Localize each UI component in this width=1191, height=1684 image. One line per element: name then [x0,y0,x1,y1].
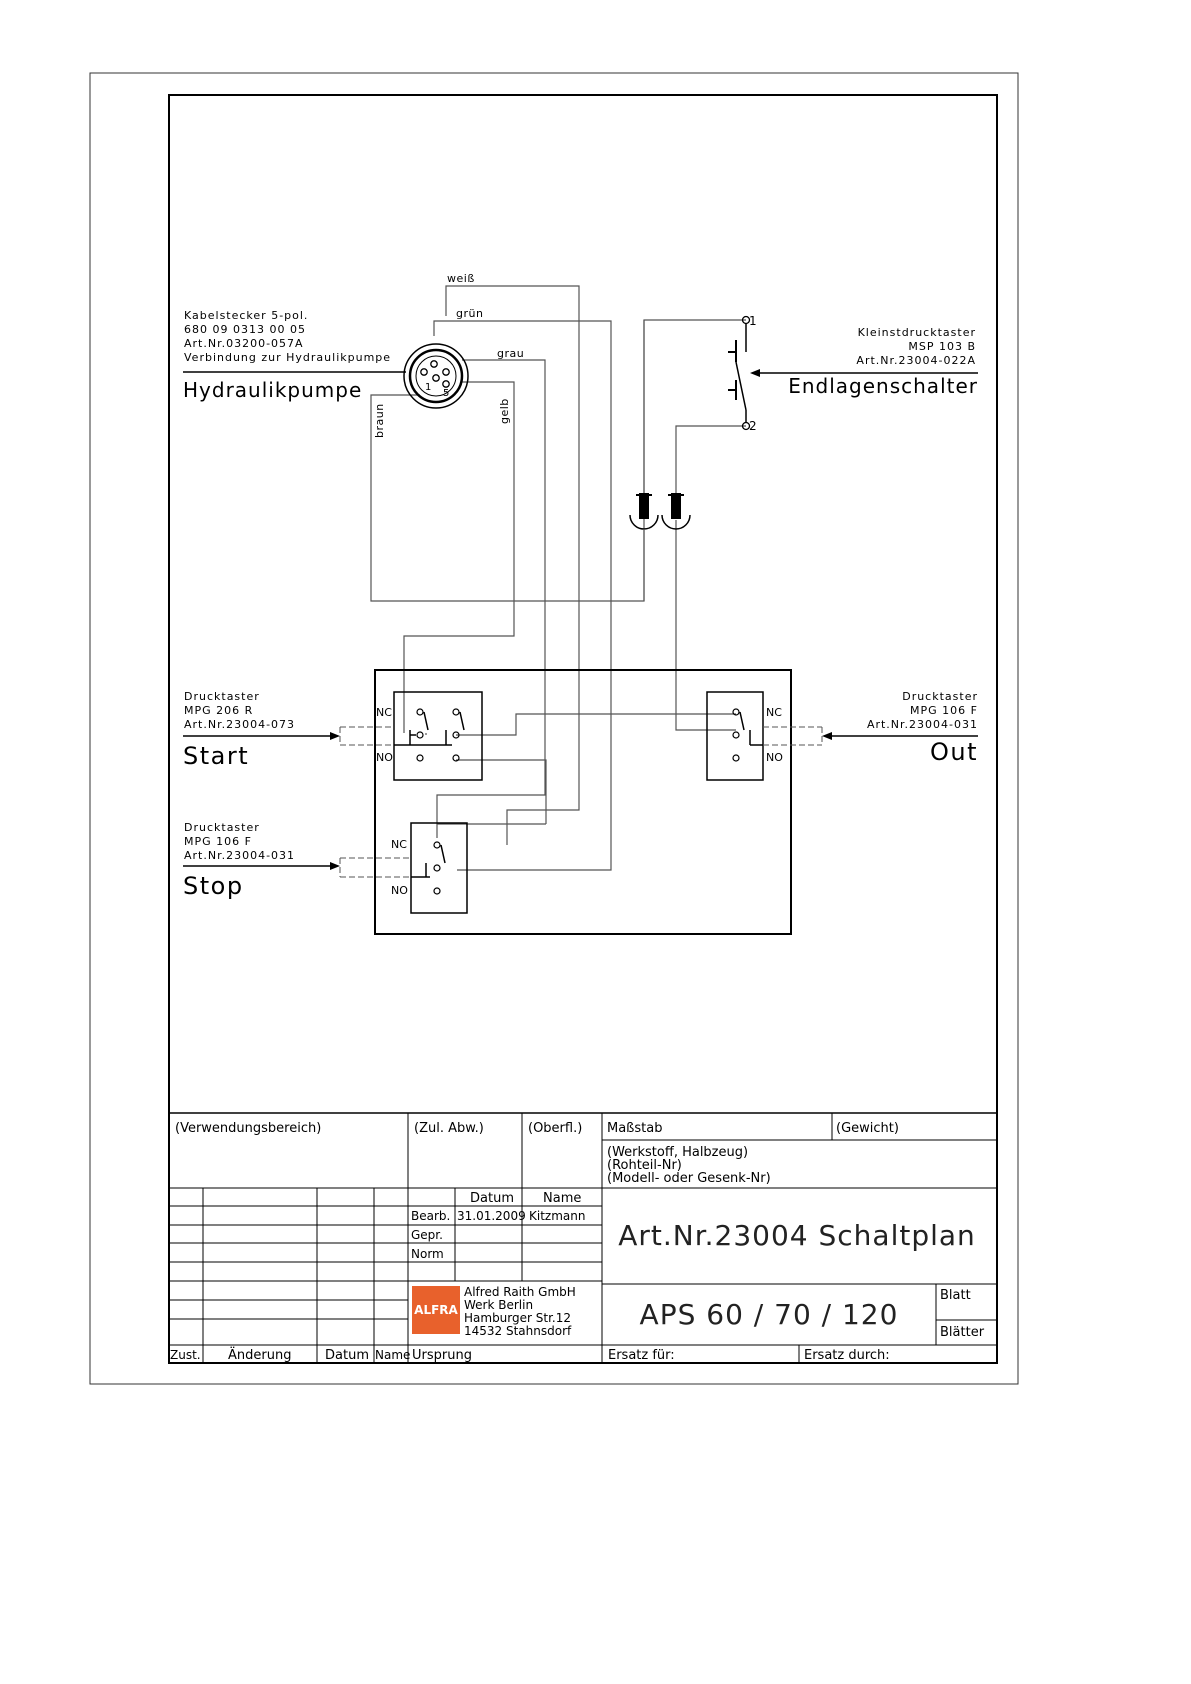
tb-blatt: Blatt [940,1288,971,1303]
plug-sockets [630,493,690,601]
tb-drawing-title: Art.Nr.23004 Schaltplan [618,1219,976,1252]
cable-connector-symbol [404,344,468,408]
hydraulic-line-2: 680 09 0313 00 05 [184,323,306,336]
tb-werkstoff-2: (Rohteil-Nr) [607,1158,682,1173]
company-line-1: Alfred Raith GmbH [464,1285,576,1299]
pin-5-label: 5 [443,388,450,399]
out-line-3: Art.Nr.23004-031 [866,718,978,731]
tb-gewicht: (Gewicht) [836,1121,899,1136]
limit-line-1: Kleinstdrucktaster [857,326,976,339]
tb-blaetter: Blätter [940,1325,985,1340]
out-nc-label: NC [766,706,782,719]
hydraulic-line-3: Art.Nr.03200-057A [184,337,304,350]
out-line-1: Drucktaster [902,690,978,703]
company-line-4: 14532 Stahnsdorf [464,1324,572,1338]
company-line-3: Hamburger Str.12 [464,1311,571,1325]
wire-label-gruen: grün [456,307,484,320]
tb-footer-zust: Zust. [170,1348,201,1362]
start-nc-label: NC [376,706,392,719]
tb-datum-header: Datum [470,1191,514,1206]
tb-oberfl: (Oberfl.) [528,1121,583,1136]
start-title: Start [183,742,250,770]
tb-bearb-name: Kitzmann [529,1209,586,1223]
stop-no-label: NO [391,884,408,897]
start-line-2: MPG 206 R [184,704,254,717]
tb-footer-aenderung: Änderung [228,1348,292,1363]
out-switch-symbol [707,692,822,780]
tb-verwendungsbereich: (Verwendungsbereich) [175,1121,322,1136]
stop-line-1: Drucktaster [184,821,260,834]
wire-label-braun: braun [373,403,386,438]
limit-switch-symbol [728,317,750,430]
alfra-logo-text: ALFRA [414,1303,458,1317]
wire-label-weiss: weiß [447,272,475,285]
tb-footer-ersatz-durch: Ersatz durch: [804,1348,890,1363]
out-line-2: MPG 106 F [910,704,978,717]
tb-bearb-date: 31.01.2009 [457,1209,526,1223]
stop-nc-label: NC [391,838,407,851]
wire-label-gelb: gelb [498,398,511,424]
tb-drawing-number: APS 60 / 70 / 120 [639,1298,899,1331]
start-switch-symbol [340,692,482,780]
start-line-1: Drucktaster [184,690,260,703]
stop-line-3: Art.Nr.23004-031 [184,849,296,862]
stop-line-2: MPG 106 F [184,835,252,848]
tb-bearb: Bearb. [411,1209,451,1223]
limit-title: Endlagenschalter [788,374,978,398]
limit-line-2: MSP 103 B [908,340,976,353]
tb-gepr: Gepr. [411,1228,443,1242]
tb-footer-name: Name [375,1348,411,1362]
start-line-3: Art.Nr.23004-073 [184,718,296,731]
hydraulic-title: Hydraulikpumpe [183,378,363,402]
tb-name-header: Name [543,1191,582,1206]
tb-norm: Norm [411,1247,444,1261]
tb-footer-ursprung: Ursprung [412,1348,472,1363]
limit-line-3: Art.Nr.23004-022A [856,354,976,367]
hydraulic-line-1: Kabelstecker 5-pol. [184,309,309,322]
tb-werkstoff-1: (Werkstoff, Halbzeug) [607,1145,749,1160]
tb-massstab: Maßstab [607,1121,663,1136]
limit-terminal-2: 2 [749,419,757,433]
hydraulic-line-4: Verbindung zur Hydraulikpumpe [184,351,392,364]
tb-footer-datum: Datum [325,1348,369,1363]
pin-1-label: 1 [425,382,432,393]
stop-title: Stop [183,872,244,900]
tb-footer-ersatz-fuer: Ersatz für: [608,1348,675,1363]
out-no-label: NO [766,751,783,764]
company-line-2: Werk Berlin [464,1298,534,1312]
out-title: Out [929,738,978,766]
start-no-label: NO [376,751,393,764]
wire-label-grau: grau [497,347,525,360]
tb-werkstoff-3: (Modell- oder Gesenk-Nr) [607,1171,771,1186]
limit-terminal-1: 1 [749,314,757,328]
tb-zul-abw: (Zul. Abw.) [414,1121,484,1136]
stop-switch-symbol [340,823,467,913]
